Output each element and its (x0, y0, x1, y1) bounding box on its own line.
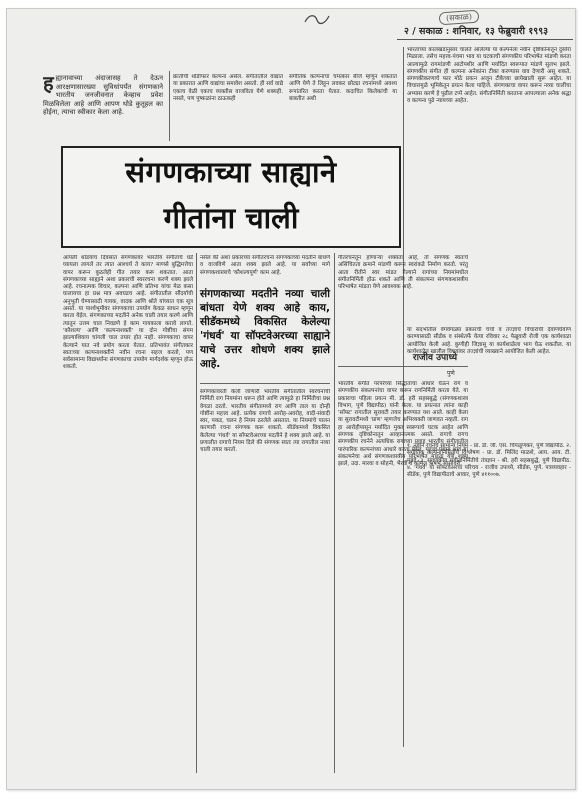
body-mid-column: नसेल की अशा प्रकारच्या संगीतरचना संगणकाच्या मदतीने बांधणे व वाजविणे आता शक्य झाले आहे. या सर्वांच्या मागे संगणकशास्त्राचे 'कौशल्यपूर्ण' काम आहे. (200, 255, 330, 276)
far-right-column-2: या संदर्भातील वेगवेगळ्या प्रकारची चर्चा व तज्ज्ञांचे विचारांची देवाणघेवाण करण्यासाठी सीडॅक व संस्थेतर्फे येत्या रविवार २८ फेब्रुवारी रोजी एक कार्यशाळा आयोजित केली आहे. कुणीही जिज्ञासू या कार्यशाळेला भाग घेऊ शकतील. या कार्यशाळेत खालील विषयांवर तज्ज्ञांची व्याख्याने आयोजित केली आहेत. (407, 327, 571, 355)
body-right-column-2: भारतीय संगीत परंपरेच्या सिद्धांताचा आधार घेऊन राग व संगणकीय संकल्पनांचा वापर करून रागनिर्मिती करता येते. या प्रकाराचा पहिला प्रयत्न मी. डॉ. हरी सहस्रबुद्धे (संगणकशास्त्र विभाग, पुणे विद्यापीठ) यांनी केला. या प्रयत्नात त्यांना काही 'सॉफ्ट' रागातील सुरावटी तयार करण्यात यश आले. काही केला या सुरावटीमध्ये 'प्राण' म्हणजेच अभिव्यक्ती जाणवत नव्हती. राग हा आरोहीपासून मर्यादित मुक्त स्वरूपाचे घटक आहेत आणि संगणक दृष्टिकोनातून आव्हानात्मक असते. रागाचे रागच संगणकीय रचनेने अत्यधिक रागाच्या प्रवाह भारतीय संगीतातील पारंपारिक कल्पनांच्या आधारे करता येईल. महत्त्व-पंचमा भाव या संकल्पनेचा अर्थ संगणकशास्त्रीय परिभाषेत मांडता येणे शक्य झाले, उदा. मारवा व सोहनी, भैरवी व कोमल ऋषभ आसावरी. (338, 381, 468, 468)
pull-quote (200, 287, 330, 379)
byline-rule (338, 366, 468, 367)
handwritten-mark-icon (303, 12, 331, 26)
pull-quote-rule (200, 383, 330, 384)
byline-author: राजीव उपाध्ये (412, 353, 458, 363)
lecture-list: १. नवीन रचनेचे सामान्य नियम - प्रा. डॉ. जी. एस. चिपळूणकर, पुणे विद्यापीठ. २. संगीतिक कल्पनानिर्मितीचे विश्लेषण - प्रा. डॉ. मिलिंद माळशे, आय. आय. टी. मुंबई. ३. संगणकीय संगीतनिर्मितीचे तंत्रज्ञान - श्री. हरी सहस्रबुद्धे, पुणे विद्यापीठ. ४. 'गंधर्व' या सॉफ्टवेअरचा परिचय - राजीव उपाध्ये, सीडॅक, पुणे. पत्रव्यवहार - सीडॅक, पुणे विद्यापीठाचे आवार, पुणे ४११००७. (407, 443, 571, 479)
body-left-column: आपली थोडयाच दिवसात संगणकावर भारतीय संगीताचे धडे घ्यायला लागले तर त्यात आश्चर्य ते काय? माणसे बुद्धिमत्तेचा वापर करून कुठलेही गीत तयार करू शकतात. आता संगणकाच्या साह्याने अशा प्रकारची स्वररचना करणे शक्य झाले आहे. रचनात्मक विचार, कल्पना आणि प्रतिभा यांचा मेळ कसा घालायचा हा प्रश्न मात्र अवघडच आहे. संगीतातील सौंदर्याची अनुभूती घेण्यासाठी गायक, वादक आणि श्रोते यांच्यात एक सूत्र असते. या पार्श्वभूमीवर संगणकाचा उपयोग केवळ साधन म्हणून करता येईल. संगणकाच्या मदतीने अनेक चाली तयार करणे आणि त्यातून उत्तम चाल निवडणे हे काम गायकाला करावे लागते. 'कौशल्य' आणि 'कल्पनाशक्ती' या दोन गोष्टींचा संगम झाल्याशिवाय चांगली चाल तयार होत नाही. संगणकाचा वापर केल्याने यात नवे प्रयोग करता येतात. प्रतिभावंत संगीतकार स्वतःच्या कल्पनाशक्तीने नवीन रचना सहज करतो, पण सर्वसामान्य विद्यार्थ्यांना संगणकाचा उपयोग मार्गदर्शक म्हणून होऊ शकतो. (63, 255, 193, 371)
pull-quote-text: संगणकाच्या मदतीने नव्या चाली बांधता येणे शक्य आहे काय, सीडॅकमध्ये विकसित केलेल्या 'गंधर्व' या सॉफ्टवेअरच्या साह्याने याचे उत्तर शोधणे शक्य झाले आहे. (200, 288, 330, 370)
body-mid-column-2: संगणकावरती केली जाणारी भारतीय संगीतातील स्वरचनांची निर्मिती राग नियमांना धरून होते आणि त्यामुळे हा निर्मितीचा प्रश्न वेगळा ठरतो. भारतीय संगीतामध्ये राग आणि ताल या दोन्ही गोष्टींना महत्त्व आहे. प्रत्येक रागाचे आरोह-अवरोह, वादी-संवादी स्वर, पकड, चलन हे नियम ठरलेले असतात. या नियमांचे पालन करणारी रचना संगणक करू शकतो. सीडॅकमध्ये विकसित केलेल्या 'गंधर्व' या सॉफ्टवेअरच्या मदतीने हे शक्य झाले आहे. या प्रणालीत रागाचे नियम दिले की संगणक स्वतः त्या रागातील नव्या चाली तयार करतो. (200, 389, 330, 454)
headline-box (61, 146, 401, 248)
headline-line-1: संगणकाच्या साह्याने (125, 155, 337, 189)
headline-line-2: गीतांना चाली (163, 201, 299, 235)
byline-city: पुणे (447, 370, 455, 377)
newspaper-stamp: (सकाळ) (439, 10, 480, 26)
far-right-column: भारताच्या कालखंडानुसार चालते आलेल्या या कल्पनेला नवीन दृष्टिकोनातून दुसोरा मिळाला. तसेच महत्त्व-पंचमा भाव या घटकाची संगणकीय परिभाषेत मांडणी करता आल्यामुळे रागमांडणी आटोपशीर आणि मर्यादित स्वरूपात मांडणे सुलभ झाले. संगणकीय संगीत ही कल्पना अनेकांना टीका करण्यास वाव देणारी असू शकते. संगणकीकरणाचे फार मोठे प्रयत्न अजून टीकेच्या छायेखाली सुरू आहेत. या विचारामुळे भूमिकेतून प्रयत्न केला पाहिजे. संगणकाचा वापर करून नव्या चालींचा अभ्यास करणे हे पुढील टप्पे आहेत. संगीतनिर्मिती करताना आपल्याला अनेक श्रद्धा व कल्पना पुढे न्यायच्या आहेत. (407, 47, 571, 105)
intro-right-column: संगीतिक कल्पनांचा चमत्कार बीजे म्हणून शकतात आणि येणे ते लिहून लवकर छोट्या रचनांमध्ये अवश्य रूपांतरित करता येतात. कदाचित किलेकांची या बाबतीत अशी (289, 74, 397, 102)
column-divider (334, 253, 335, 773)
dateline: २ / सकाळ : शनिवार, १३ फेब्रुवारी १९९३ (404, 26, 549, 37)
dateline-rule (397, 39, 573, 40)
body-right-column: गीतरचनेतून होणाऱ्या शक्यता आहे, तो संगणक स्वतःचे असिंचितता क्रमाने मांडणी करून स्वरांकडे निर्माण करतो. परंतु आता रीतीने स्वर मांडत गेल्याने रागांच्या नियमांमधील संगीतनिर्मिती होऊ शकते आणि ती संकल्पना संगणकशास्त्रीय परिभाषेत मांडता येणे आवश्यक आहे. (338, 255, 468, 291)
intro-left-column: हह्यानावाच्या अंदाजासह ते देऊन आरक्षणासारख्या सुविधांपर्यंत संगणकाने भारतीय जनजीवनात केव्हाच प्रवेश मिळविलेला आहे आणि आपण थोडे कुतूहल का होईना, त्याचा स्वीकार केला आहे. (43, 74, 163, 117)
newspaper-clipping (6, 8, 576, 790)
column-divider (196, 253, 197, 773)
column-divider (169, 71, 170, 141)
intro-left-text: ह्यानावाच्या अंदाजासह ते देऊन आरक्षणासारख्या सुविधांपर्यंत संगणकाने भारतीय जनजीवनात केव्हाच प्रवेश मिळविलेला आहे आणि आपण थोडे कुतूहल का होईना, त्याचा स्वीकार केला आहे. (43, 74, 163, 117)
intro-mid-column: क्रांतीची थोडीफार कल्पना असेल. संगीतातील वाद्यांत या प्रकारात आणि वाद्यांचा समावेश असतो. ही सर्व वाद्ये एकाच वेळी एकाच व्यक्तीस वाजविता येणे शक्यही. नसले, पण पुष्कळांना ठाऊकही (173, 74, 283, 102)
